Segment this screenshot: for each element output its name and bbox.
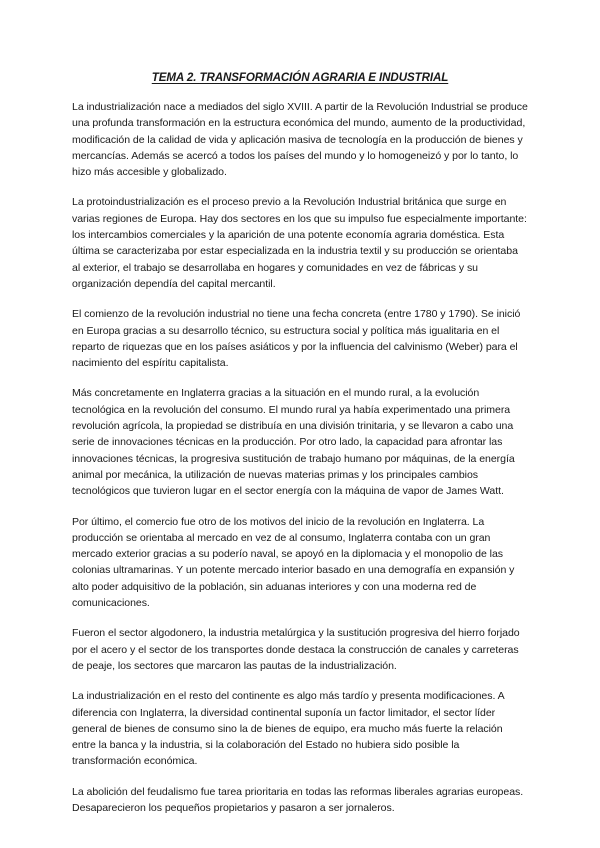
paragraph-protoindustrializacion: La protoindustrialización es el proceso previo a la Revolución Industrial británica que surge en varias regiones de Europa. Hay dos sectores en los que su impulso fue especialmente importante: los intercambios comerciales y la aparición de una potente economía agraria doméstica. Esta última se caracterizaba por estar especializada en la industria textil y su producción se orientaba al exterior, el trabajo se desarrollaba en hogares y comunidades en vez de fábricas y su organización dependía del capital mercantil. (72, 196, 527, 290)
paragraph-industrializacion: La industrialización nace a mediados del siglo XVIII. A partir de la Revolución Industrial se produce una profunda transformación en la estructura económica del mundo, aumento de la productividad, modificación de la calidad de vida y aplicación masiva de tecnología en la producción de bienes y mercancías. Además se acercó a todos los países del mundo y lo homogeneizó y por lo tanto, lo hizo más accesible y globalizado. (72, 101, 528, 179)
paragraph-sectores: Fueron el sector algodonero, la industria metalúrgica y la sustitución progresiva del hierro forjado por el acero y el sector de los transportes donde destaca la construcción de canales y carreteras de peaje, los sectores que marcaron las pautas de la industrialización. (72, 627, 520, 672)
document-title: TEMA 2. TRANSFORMACIÓN AGRARIA E INDUSTRIAL (151, 71, 449, 84)
paragraph-feudalismo: La abolición del feudalismo fue tarea prioritaria en todas las reformas liberales agrarias europeas. Desaparecieron los pequeños propietarios y pasaron a ser jornaleros. (72, 785, 524, 814)
paragraph-comercio: Por último, el comercio fue otro de los motivos del inicio de la revolución en Inglaterra. La producción se orientaba al mercado en vez de al consumo, Inglaterra contaba con un gran mercado exterior gracias a su poderío naval, se apoyó en la diplomacia y el monopolio de las colonias ultramarinas. Y un potente mercado interior basado en una demografía en expansión y alto poder adquisitivo de la población, sin aduanas interiores y con una moderna red de comunicaciones. (72, 515, 515, 610)
paragraph-resto-continente: La industrialización en el resto del continente es algo más tardío y presenta modificaciones. A diferencia con Inglaterra, la diversidad continental suponía un factor limitador, el sector líder general de bienes de consumo sino la de bienes de equipo, era mucho más fuerte la relación entre la banca y la industria, si la colaboración del Estado no hubiera sido posible la transformación económica. (72, 690, 505, 768)
paragraph-comienzo-revolucion: El comienzo de la revolución industrial no tiene una fecha concreta (entre 1780 y 1790). Se inició en Europa gracias a su desarrollo técnico, su estructura social y política más igualitaria en el reparto de riquezas que en los países asiáticos y por la influencia del calvinismo (Weber) para el nacimiento del espíritu capitalista. (72, 308, 521, 370)
paragraph-inglaterra: Más concretamente en Inglaterra gracias a la situación en el mundo rural, a la evolución tecnológica en la revolución del consumo. El mundo rural ya había experimentado una primera revolución agrícola, la propiedad se distribuía en una división trinitaria, y se llevaron a cabo una serie de innovaciones técnicas en la producción. Por otro lado, la capacidad para afrontar las innovaciones técnicas, la progresiva sustitución de trabajo humano por máquinas, de la energía animal por mecánica, la utilización de nuevas materias primas y los principales cambios tecnológicos que tuvieron lugar en el sector energía con la máquina de vapor de James Watt. (72, 387, 515, 498)
